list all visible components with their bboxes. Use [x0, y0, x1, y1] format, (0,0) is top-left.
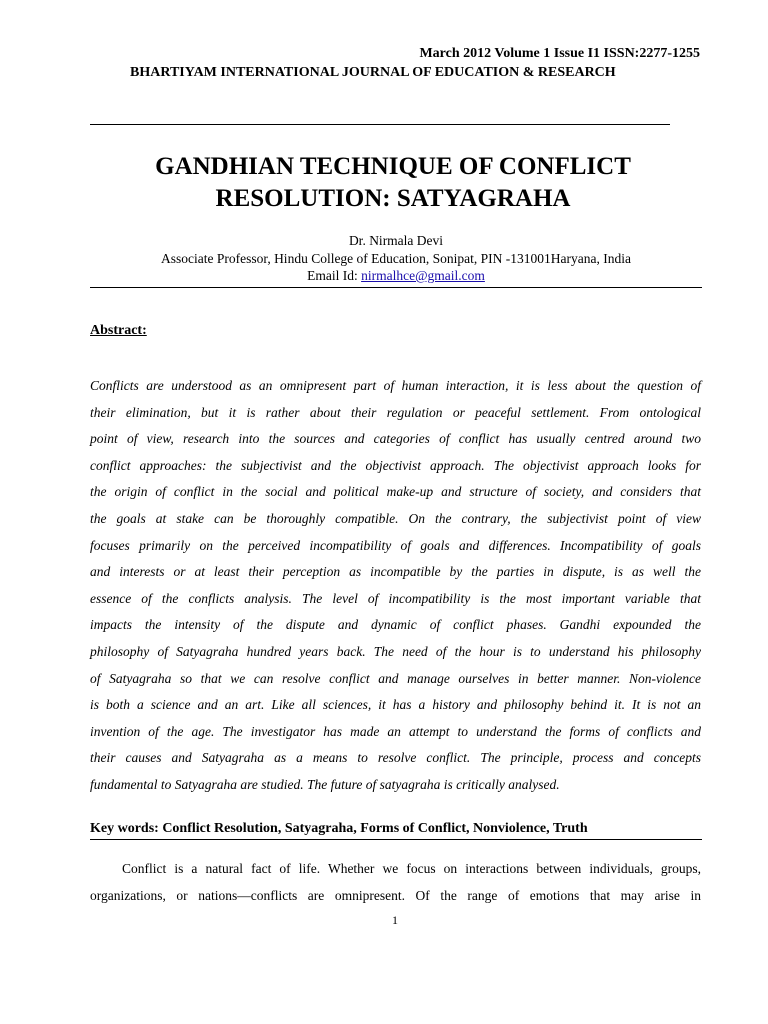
abstract-line: Conflicts are understood as an omnipresent part of human interaction, it is less about the question of [90, 378, 701, 393]
author-email-line [90, 267, 702, 285]
abstract-line: and interests or at least their perception as incompatible by the parties in dispute, is as well the [90, 564, 701, 580]
body-paragraph [90, 856, 701, 909]
abstract-line: their elimination, but it is rather about their regulation or peaceful settlement. From ontological [90, 404, 701, 420]
email-label: Email Id: [307, 268, 362, 283]
author-affiliation: Associate Professor, Hindu College of Education, Sonipat, PIN -131001Haryana, India [161, 250, 631, 266]
issue-line: March 2012 Volume 1 Issue I1 ISSN:2277-1255 [419, 46, 700, 61]
abstract-line: conflict approaches: the subjectivist and the objectivist approach. The objectivist approach looks for [90, 457, 701, 473]
abstract-line: focuses primarily on the perceived incompatibility of goals and differences. Incompatibility of goals [90, 537, 701, 553]
author-name: Dr. Nirmala Devi [348, 233, 444, 248]
abstract-line: invention of the age. The investigator has made an attempt to understand the forms of conflicts and [90, 723, 701, 739]
abstract-line: of Satyagraha so that we can resolve conflict and manage ourselves in better manner. Non-violence [90, 670, 701, 686]
abstract-line: is both a science and an art. Like all sciences, it has a history and philosophy behind it. It is not an [90, 697, 701, 713]
header-divider [90, 124, 670, 125]
keywords: Key words: Conflict Resolution, Satyagraha, Forms of Conflict, Nonviolence, Truth [90, 821, 588, 836]
title-line-1: GANDHIAN TECHNIQUE OF CONFLICT [155, 153, 631, 180]
author-divider [90, 287, 702, 288]
author-block [90, 232, 702, 285]
abstract-heading: Abstract: [90, 323, 147, 338]
journal-name: BHARTIYAM INTERNATIONAL JOURNAL OF EDUCATION & RESEARCH [130, 65, 616, 80]
abstract-line: impacts the intensity of the dispute and dynamic of conflict phases. Gandhi expounded the [90, 617, 701, 633]
abstract-line: their causes and Satyagraha as a means to resolve conflict. The principle, process and concepts [90, 750, 701, 766]
body-line: Conflict is a natural fact of life. Whether we focus on interactions between individuals, groups, [122, 861, 701, 876]
email-link[interactable]: nirmalhce@gmail.com [361, 268, 485, 283]
abstract-line: point of view, research into the sources and categories of conflict has usually centred around two [90, 431, 701, 447]
page-number: 1 [392, 913, 398, 927]
abstract-text [90, 373, 701, 799]
abstract-line: philosophy of Satyagraha hundred years back. The need of the hour is to understand his philosophy [90, 643, 701, 659]
abstract-line: fundamental to Satyagraha are studied. The future of satyagraha is critically analysed. [90, 776, 560, 792]
title-line-2: RESOLUTION: SATYAGRAHA [215, 185, 571, 212]
abstract-line: the origin of conflict in the social and political make-up and structure of society, and considers that [90, 484, 701, 500]
body-line: organizations, or nations—conflicts are omnipresent. Of the range of emotions that may arise in [90, 887, 701, 903]
paper-title [90, 151, 696, 215]
abstract-line: the goals at stake can be thoroughly compatible. On the contrary, the subjectivist point of view [90, 510, 701, 526]
abstract-line: essence of the conflicts analysis. The level of incompatibility is the most important variable that [90, 590, 701, 606]
keywords-divider [90, 839, 702, 840]
